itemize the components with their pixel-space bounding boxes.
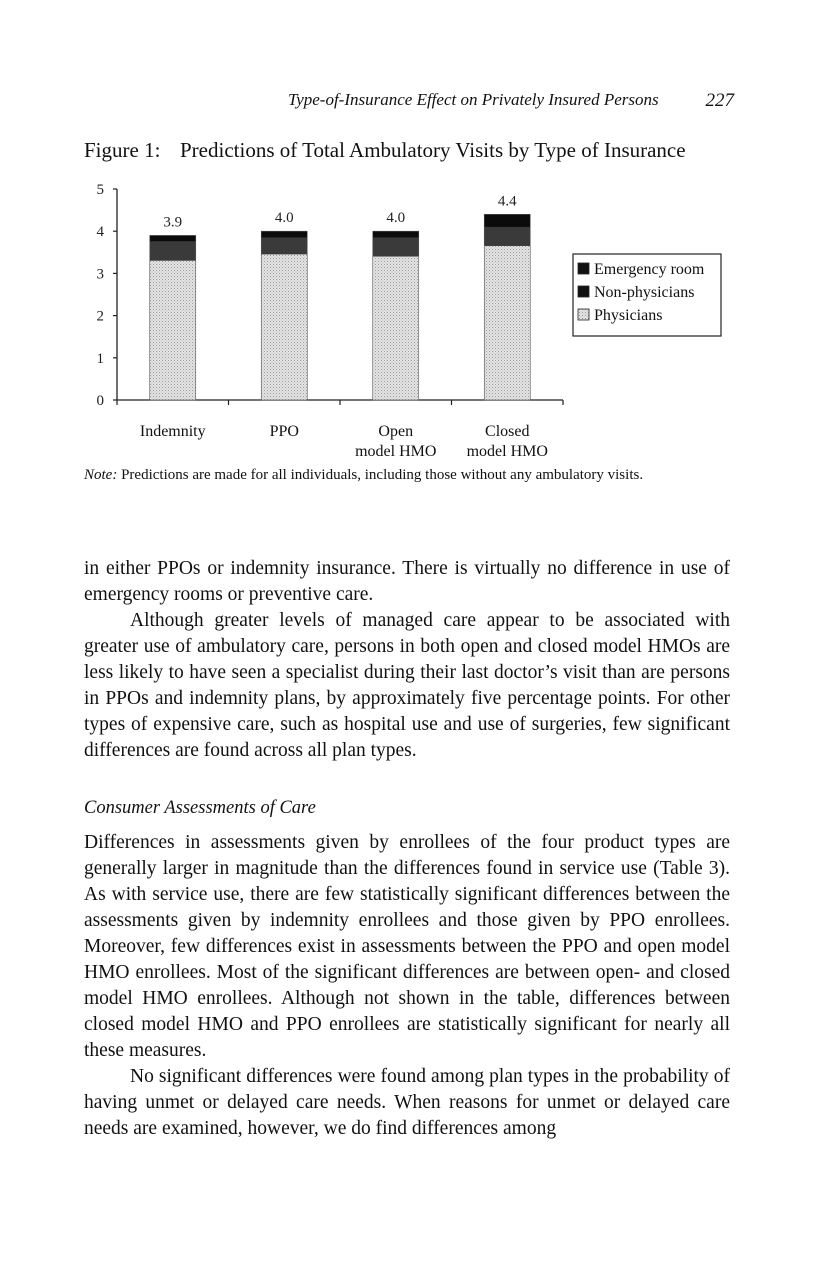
bar-non-physicians: [484, 227, 530, 246]
bar-total-label: 4.0: [274, 210, 294, 227]
x-category-label: PPO: [269, 423, 299, 440]
bar-total-label: 4.4: [497, 193, 517, 210]
paragraph: Although greater levels of managed care appear to be associated with greater use of ambulatory care, persons in both open and closed model HMOs are less likely to have seen a specialist during their last doctor’s visit than are persons in PPOs and indemnity plans, by approximately five percentage points. For other types of expensive care, such as hospital use and use of surgeries, few significant differences are found across all plan types.: [84, 610, 730, 761]
y-tick-label: 3: [96, 266, 104, 283]
bar-physicians: [484, 246, 530, 400]
paragraph: No significant differences were found among plan types in the probability of having unmet or delayed care needs. When reasons for unmet or delayed care needs are examined, however, we do find differences among: [84, 1066, 730, 1139]
bar-physicians: [373, 257, 419, 400]
x-category-label: Indemnity: [139, 423, 206, 440]
legend-swatch-physicians: [578, 309, 589, 320]
section-heading: Consumer Assessments of Care: [84, 798, 316, 818]
y-tick-label: 4: [96, 224, 104, 241]
x-category-label: model HMO: [466, 443, 548, 460]
stacked-bar-chart: [0, 0, 816, 470]
bar-emergency-room: [373, 231, 419, 237]
x-category-label: model HMO: [355, 443, 437, 460]
bar-non-physicians: [150, 242, 196, 261]
bar-emergency-room: [150, 235, 196, 241]
bar-total-label: 3.9: [163, 214, 183, 231]
paragraph: Differences in assessments given by enrollees of the four product types are generally larger in magnitude than the differences found in service use (Table 3). As with service use, there are few statistically significant differences between the assessments given by indemnity enrollees and those given by PPO enrollees. Moreover, few differences exist in assessments between the PPO and open model HMO enrollees. Most of the significant differences are between open- and closed model HMO enrollees. Although not shown in the table, differences between closed model HMO and PPO enrollees are statistically significant for nearly all these measures.: [84, 832, 730, 1061]
legend-swatch-non-physicians: [578, 286, 589, 297]
bar-emergency-room: [484, 214, 530, 227]
body-block-2: [84, 830, 730, 1142]
figure-title: Predictions of Total Ambulatory Visits by Type of Insurance: [180, 138, 686, 162]
legend-label: Emergency room: [594, 261, 705, 278]
legend-label: Non-physicians: [594, 284, 695, 301]
legend-swatch-emergency-room: [578, 263, 589, 274]
y-tick-label: 1: [96, 350, 104, 367]
page-number: 227: [705, 90, 734, 111]
running-title: Type-of-Insurance Effect on Privately Insured Persons: [288, 90, 659, 109]
figure-note: [84, 466, 684, 485]
legend-label: Physicians: [594, 307, 663, 324]
note-label: Note:: [84, 467, 118, 483]
paragraph: in either PPOs or indemnity insurance. There is virtually no difference in use of emergency rooms or preventive care.: [84, 558, 730, 605]
bar-non-physicians: [261, 238, 307, 255]
y-tick-label: 5: [96, 182, 104, 198]
figure-label: Figure 1:: [84, 138, 161, 162]
bar-physicians: [261, 254, 307, 400]
bar-emergency-room: [261, 231, 307, 237]
bar-total-label: 4.0: [386, 210, 406, 227]
y-tick-label: 2: [96, 308, 104, 325]
x-category-label: Open: [378, 423, 414, 440]
bar-physicians: [150, 261, 196, 400]
y-tick-label: 0: [96, 393, 104, 409]
note-text: Predictions are made for all individuals, including those without any ambulatory visits.: [121, 467, 644, 483]
bar-non-physicians: [373, 238, 419, 257]
x-category-label: Closed: [485, 423, 530, 440]
body-block-1: [84, 556, 730, 764]
